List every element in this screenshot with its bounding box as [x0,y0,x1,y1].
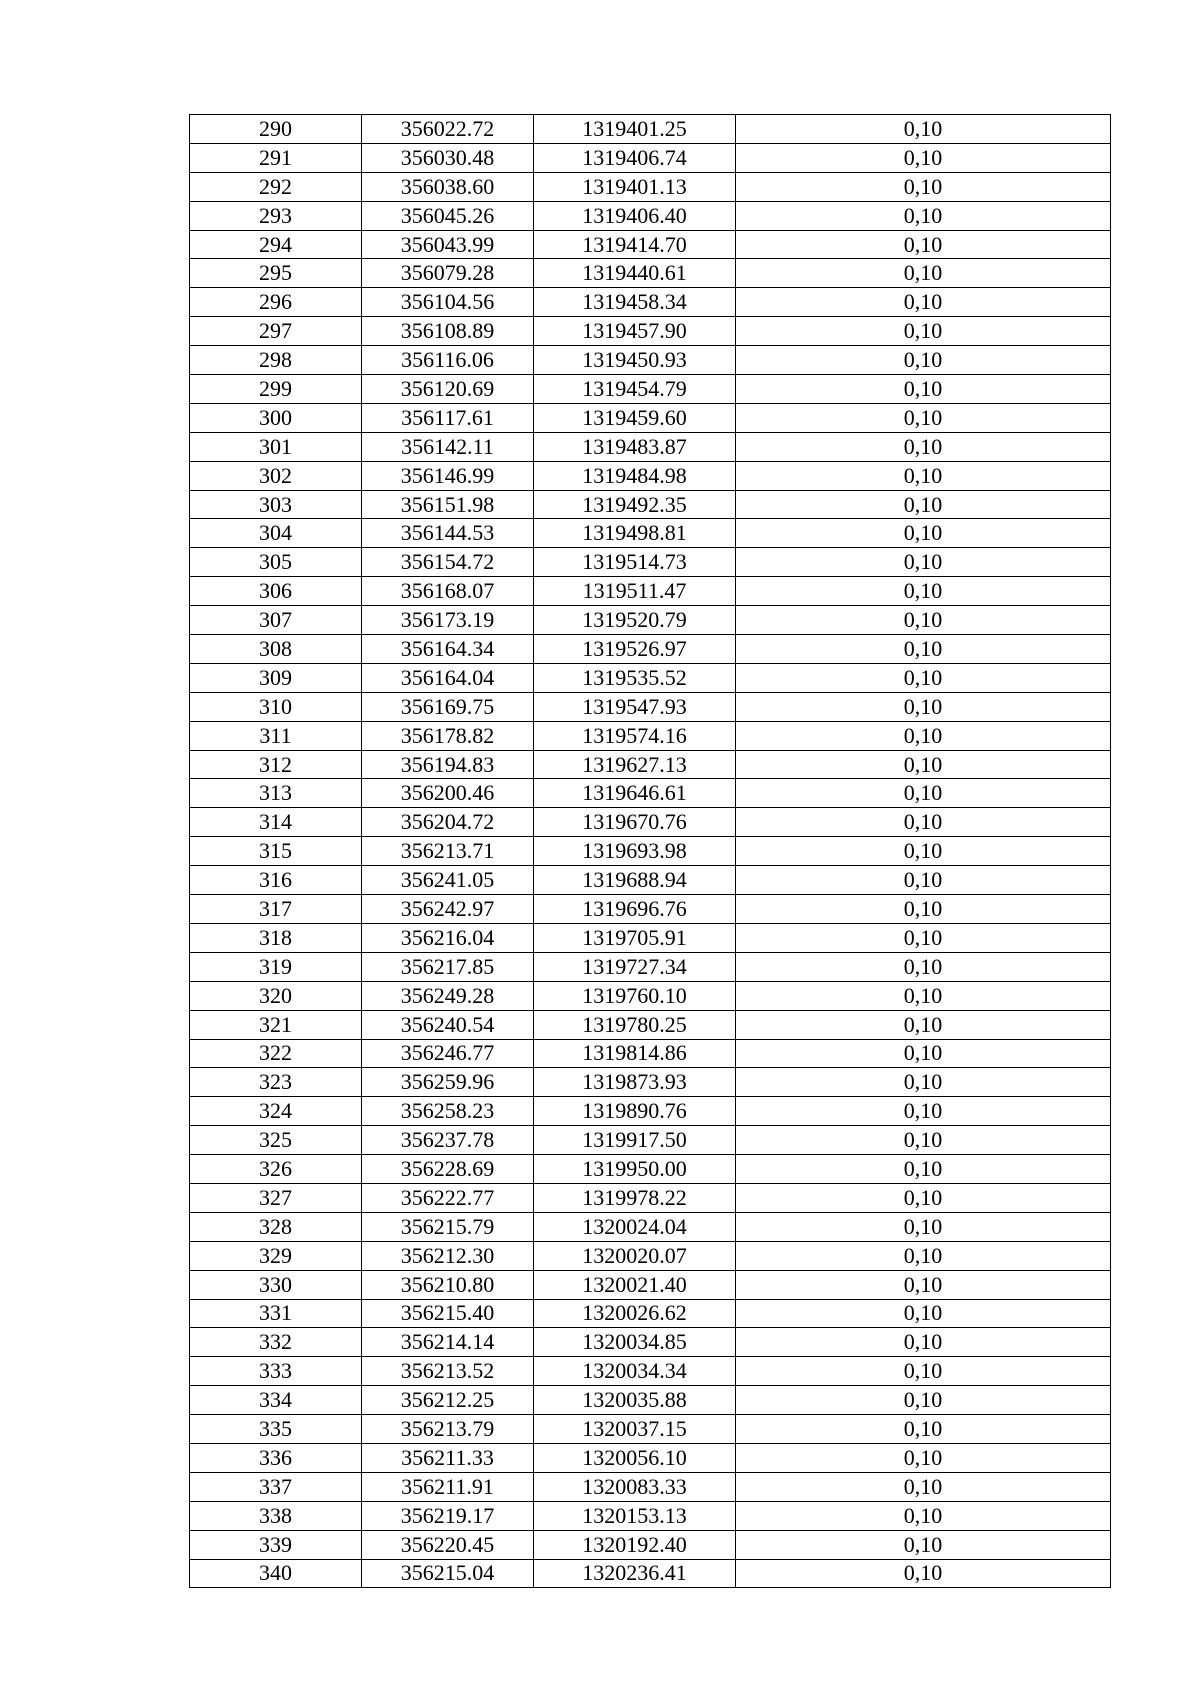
x-coordinate-cell: 356211.91 [362,1472,534,1501]
table-row [190,288,1111,317]
accuracy-cell: 0,10 [736,1472,1111,1501]
y-coordinate-cell: 1319760.10 [534,981,736,1010]
accuracy-cell: 0,10 [736,1183,1111,1212]
accuracy-cell: 0,10 [736,1357,1111,1386]
point-number-cell: 313 [190,779,362,808]
y-coordinate-cell: 1320056.10 [534,1443,736,1472]
x-coordinate-cell: 356246.77 [362,1039,534,1068]
table-row [190,981,1111,1010]
y-coordinate-cell: 1319457.90 [534,317,736,346]
y-coordinate-cell: 1319454.79 [534,375,736,404]
accuracy-cell: 0,10 [736,519,1111,548]
accuracy-cell: 0,10 [736,115,1111,144]
y-coordinate-cell: 1319526.97 [534,635,736,664]
accuracy-cell: 0,10 [736,375,1111,404]
table-row [190,635,1111,664]
table-row [190,1270,1111,1299]
y-coordinate-cell: 1320192.40 [534,1530,736,1559]
table-row [190,1126,1111,1155]
x-coordinate-cell: 356144.53 [362,519,534,548]
y-coordinate-cell: 1319547.93 [534,692,736,721]
point-number-cell: 298 [190,346,362,375]
accuracy-cell: 0,10 [736,1299,1111,1328]
accuracy-cell: 0,10 [736,230,1111,259]
table-row [190,1155,1111,1184]
x-coordinate-cell: 356220.45 [362,1530,534,1559]
y-coordinate-cell: 1319693.98 [534,837,736,866]
accuracy-cell: 0,10 [736,1010,1111,1039]
x-coordinate-cell: 356212.25 [362,1386,534,1415]
x-coordinate-cell: 356108.89 [362,317,534,346]
y-coordinate-cell: 1320021.40 [534,1270,736,1299]
point-number-cell: 339 [190,1530,362,1559]
accuracy-cell: 0,10 [736,895,1111,924]
y-coordinate-cell: 1319520.79 [534,606,736,635]
x-coordinate-cell: 356228.69 [362,1155,534,1184]
y-coordinate-cell: 1320037.15 [534,1415,736,1444]
table-row [190,1241,1111,1270]
accuracy-cell: 0,10 [736,981,1111,1010]
accuracy-cell: 0,10 [736,635,1111,664]
table-row [190,1386,1111,1415]
point-number-cell: 325 [190,1126,362,1155]
table-row [190,692,1111,721]
point-number-cell: 309 [190,663,362,692]
x-coordinate-cell: 356213.71 [362,837,534,866]
accuracy-cell: 0,10 [736,1270,1111,1299]
accuracy-cell: 0,10 [736,461,1111,490]
point-number-cell: 318 [190,923,362,952]
x-coordinate-cell: 356237.78 [362,1126,534,1155]
x-coordinate-cell: 356022.72 [362,115,534,144]
y-coordinate-cell: 1319514.73 [534,548,736,577]
coordinates-table [189,114,1111,1588]
y-coordinate-cell: 1320236.41 [534,1559,736,1588]
x-coordinate-cell: 356211.33 [362,1443,534,1472]
x-coordinate-cell: 356242.97 [362,895,534,924]
x-coordinate-cell: 356212.30 [362,1241,534,1270]
accuracy-cell: 0,10 [736,1443,1111,1472]
x-coordinate-cell: 356210.80 [362,1270,534,1299]
y-coordinate-cell: 1319670.76 [534,808,736,837]
y-coordinate-cell: 1319406.74 [534,143,736,172]
point-number-cell: 334 [190,1386,362,1415]
point-number-cell: 290 [190,115,362,144]
table-row [190,230,1111,259]
x-coordinate-cell: 356169.75 [362,692,534,721]
x-coordinate-cell: 356249.28 [362,981,534,1010]
x-coordinate-cell: 356240.54 [362,1010,534,1039]
accuracy-cell: 0,10 [736,1155,1111,1184]
x-coordinate-cell: 356213.79 [362,1415,534,1444]
table-row [190,490,1111,519]
y-coordinate-cell: 1320024.04 [534,1212,736,1241]
y-coordinate-cell: 1319696.76 [534,895,736,924]
y-coordinate-cell: 1319890.76 [534,1097,736,1126]
accuracy-cell: 0,10 [736,1530,1111,1559]
x-coordinate-cell: 356116.06 [362,346,534,375]
x-coordinate-cell: 356164.34 [362,635,534,664]
x-coordinate-cell: 356120.69 [362,375,534,404]
point-number-cell: 320 [190,981,362,1010]
accuracy-cell: 0,10 [736,606,1111,635]
accuracy-cell: 0,10 [736,866,1111,895]
point-number-cell: 321 [190,1010,362,1039]
point-number-cell: 302 [190,461,362,490]
table-row [190,1010,1111,1039]
y-coordinate-cell: 1320026.62 [534,1299,736,1328]
point-number-cell: 300 [190,403,362,432]
x-coordinate-cell: 356217.85 [362,952,534,981]
table-row [190,317,1111,346]
point-number-cell: 329 [190,1241,362,1270]
table-row [190,721,1111,750]
y-coordinate-cell: 1320034.34 [534,1357,736,1386]
point-number-cell: 328 [190,1212,362,1241]
y-coordinate-cell: 1319450.93 [534,346,736,375]
point-number-cell: 308 [190,635,362,664]
table-row [190,837,1111,866]
accuracy-cell: 0,10 [736,837,1111,866]
x-coordinate-cell: 356215.04 [362,1559,534,1588]
y-coordinate-cell: 1319780.25 [534,1010,736,1039]
y-coordinate-cell: 1319406.40 [534,201,736,230]
table-row [190,952,1111,981]
table-row [190,548,1111,577]
table-row [190,1212,1111,1241]
point-number-cell: 316 [190,866,362,895]
y-coordinate-cell: 1319814.86 [534,1039,736,1068]
y-coordinate-cell: 1319727.34 [534,952,736,981]
accuracy-cell: 0,10 [736,1415,1111,1444]
accuracy-cell: 0,10 [736,1328,1111,1357]
x-coordinate-cell: 356222.77 [362,1183,534,1212]
table-row [190,1299,1111,1328]
table-row [190,461,1111,490]
table-row [190,1183,1111,1212]
point-number-cell: 317 [190,895,362,924]
accuracy-cell: 0,10 [736,548,1111,577]
x-coordinate-cell: 356151.98 [362,490,534,519]
x-coordinate-cell: 356215.40 [362,1299,534,1328]
table-row [190,1357,1111,1386]
accuracy-cell: 0,10 [736,1068,1111,1097]
x-coordinate-cell: 356200.46 [362,779,534,808]
point-number-cell: 319 [190,952,362,981]
table-row [190,1559,1111,1588]
point-number-cell: 330 [190,1270,362,1299]
x-coordinate-cell: 356258.23 [362,1097,534,1126]
accuracy-cell: 0,10 [736,172,1111,201]
y-coordinate-cell: 1319627.13 [534,750,736,779]
table-row [190,1415,1111,1444]
x-coordinate-cell: 356214.14 [362,1328,534,1357]
y-coordinate-cell: 1319440.61 [534,259,736,288]
x-coordinate-cell: 356173.19 [362,606,534,635]
point-number-cell: 297 [190,317,362,346]
point-number-cell: 292 [190,172,362,201]
accuracy-cell: 0,10 [736,346,1111,375]
accuracy-cell: 0,10 [736,201,1111,230]
x-coordinate-cell: 356241.05 [362,866,534,895]
point-number-cell: 322 [190,1039,362,1068]
point-number-cell: 333 [190,1357,362,1386]
table-row [190,115,1111,144]
table-row [190,143,1111,172]
y-coordinate-cell: 1319950.00 [534,1155,736,1184]
point-number-cell: 315 [190,837,362,866]
y-coordinate-cell: 1320083.33 [534,1472,736,1501]
table-row [190,606,1111,635]
table-row [190,172,1111,201]
table-row [190,201,1111,230]
y-coordinate-cell: 1319511.47 [534,577,736,606]
point-number-cell: 311 [190,721,362,750]
point-number-cell: 291 [190,143,362,172]
table-row [190,1443,1111,1472]
y-coordinate-cell: 1319492.35 [534,490,736,519]
point-number-cell: 336 [190,1443,362,1472]
table-row [190,808,1111,837]
accuracy-cell: 0,10 [736,923,1111,952]
point-number-cell: 332 [190,1328,362,1357]
x-coordinate-cell: 356045.26 [362,201,534,230]
y-coordinate-cell: 1319498.81 [534,519,736,548]
x-coordinate-cell: 356215.79 [362,1212,534,1241]
y-coordinate-cell: 1319688.94 [534,866,736,895]
point-number-cell: 314 [190,808,362,837]
y-coordinate-cell: 1319873.93 [534,1068,736,1097]
y-coordinate-cell: 1320034.85 [534,1328,736,1357]
y-coordinate-cell: 1319978.22 [534,1183,736,1212]
accuracy-cell: 0,10 [736,143,1111,172]
y-coordinate-cell: 1319414.70 [534,230,736,259]
y-coordinate-cell: 1319484.98 [534,461,736,490]
table-row [190,1068,1111,1097]
x-coordinate-cell: 356204.72 [362,808,534,837]
accuracy-cell: 0,10 [736,779,1111,808]
table-row [190,375,1111,404]
y-coordinate-cell: 1319646.61 [534,779,736,808]
accuracy-cell: 0,10 [736,1241,1111,1270]
y-coordinate-cell: 1319535.52 [534,663,736,692]
x-coordinate-cell: 356104.56 [362,288,534,317]
point-number-cell: 296 [190,288,362,317]
point-number-cell: 294 [190,230,362,259]
point-number-cell: 335 [190,1415,362,1444]
table-row [190,1039,1111,1068]
x-coordinate-cell: 356154.72 [362,548,534,577]
x-coordinate-cell: 356030.48 [362,143,534,172]
accuracy-cell: 0,10 [736,1212,1111,1241]
x-coordinate-cell: 356178.82 [362,721,534,750]
table-row [190,1501,1111,1530]
point-number-cell: 312 [190,750,362,779]
accuracy-cell: 0,10 [736,577,1111,606]
point-number-cell: 295 [190,259,362,288]
x-coordinate-cell: 356213.52 [362,1357,534,1386]
x-coordinate-cell: 356142.11 [362,432,534,461]
x-coordinate-cell: 356079.28 [362,259,534,288]
y-coordinate-cell: 1320153.13 [534,1501,736,1530]
x-coordinate-cell: 356259.96 [362,1068,534,1097]
x-coordinate-cell: 356117.61 [362,403,534,432]
y-coordinate-cell: 1319483.87 [534,432,736,461]
table-row [190,923,1111,952]
table-row [190,519,1111,548]
x-coordinate-cell: 356164.04 [362,663,534,692]
y-coordinate-cell: 1320020.07 [534,1241,736,1270]
table-row [190,750,1111,779]
x-coordinate-cell: 356219.17 [362,1501,534,1530]
table-row [190,1328,1111,1357]
x-coordinate-cell: 356146.99 [362,461,534,490]
accuracy-cell: 0,10 [736,490,1111,519]
point-number-cell: 306 [190,577,362,606]
y-coordinate-cell: 1319574.16 [534,721,736,750]
point-number-cell: 327 [190,1183,362,1212]
accuracy-cell: 0,10 [736,750,1111,779]
point-number-cell: 304 [190,519,362,548]
point-number-cell: 303 [190,490,362,519]
accuracy-cell: 0,10 [736,288,1111,317]
accuracy-cell: 0,10 [736,403,1111,432]
accuracy-cell: 0,10 [736,1097,1111,1126]
point-number-cell: 340 [190,1559,362,1588]
point-number-cell: 338 [190,1501,362,1530]
y-coordinate-cell: 1319401.13 [534,172,736,201]
table-row [190,259,1111,288]
point-number-cell: 331 [190,1299,362,1328]
point-number-cell: 337 [190,1472,362,1501]
point-number-cell: 323 [190,1068,362,1097]
table-row [190,663,1111,692]
point-number-cell: 326 [190,1155,362,1184]
accuracy-cell: 0,10 [736,692,1111,721]
accuracy-cell: 0,10 [736,317,1111,346]
y-coordinate-cell: 1319459.60 [534,403,736,432]
y-coordinate-cell: 1319458.34 [534,288,736,317]
point-number-cell: 293 [190,201,362,230]
point-number-cell: 307 [190,606,362,635]
table-row [190,1472,1111,1501]
accuracy-cell: 0,10 [736,663,1111,692]
table-row [190,779,1111,808]
accuracy-cell: 0,10 [736,259,1111,288]
table-row [190,432,1111,461]
point-number-cell: 305 [190,548,362,577]
table-row [190,866,1111,895]
accuracy-cell: 0,10 [736,1126,1111,1155]
x-coordinate-cell: 356194.83 [362,750,534,779]
table-row [190,895,1111,924]
table-row [190,577,1111,606]
accuracy-cell: 0,10 [736,1501,1111,1530]
accuracy-cell: 0,10 [736,1039,1111,1068]
accuracy-cell: 0,10 [736,721,1111,750]
table-row [190,403,1111,432]
point-number-cell: 299 [190,375,362,404]
y-coordinate-cell: 1319401.25 [534,115,736,144]
x-coordinate-cell: 356038.60 [362,172,534,201]
y-coordinate-cell: 1320035.88 [534,1386,736,1415]
accuracy-cell: 0,10 [736,808,1111,837]
x-coordinate-cell: 356168.07 [362,577,534,606]
coordinates-table-body [190,115,1111,1588]
point-number-cell: 301 [190,432,362,461]
table-row [190,1097,1111,1126]
table-row [190,346,1111,375]
accuracy-cell: 0,10 [736,952,1111,981]
y-coordinate-cell: 1319705.91 [534,923,736,952]
x-coordinate-cell: 356216.04 [362,923,534,952]
accuracy-cell: 0,10 [736,1559,1111,1588]
x-coordinate-cell: 356043.99 [362,230,534,259]
point-number-cell: 324 [190,1097,362,1126]
accuracy-cell: 0,10 [736,1386,1111,1415]
table-row [190,1530,1111,1559]
point-number-cell: 310 [190,692,362,721]
y-coordinate-cell: 1319917.50 [534,1126,736,1155]
accuracy-cell: 0,10 [736,432,1111,461]
